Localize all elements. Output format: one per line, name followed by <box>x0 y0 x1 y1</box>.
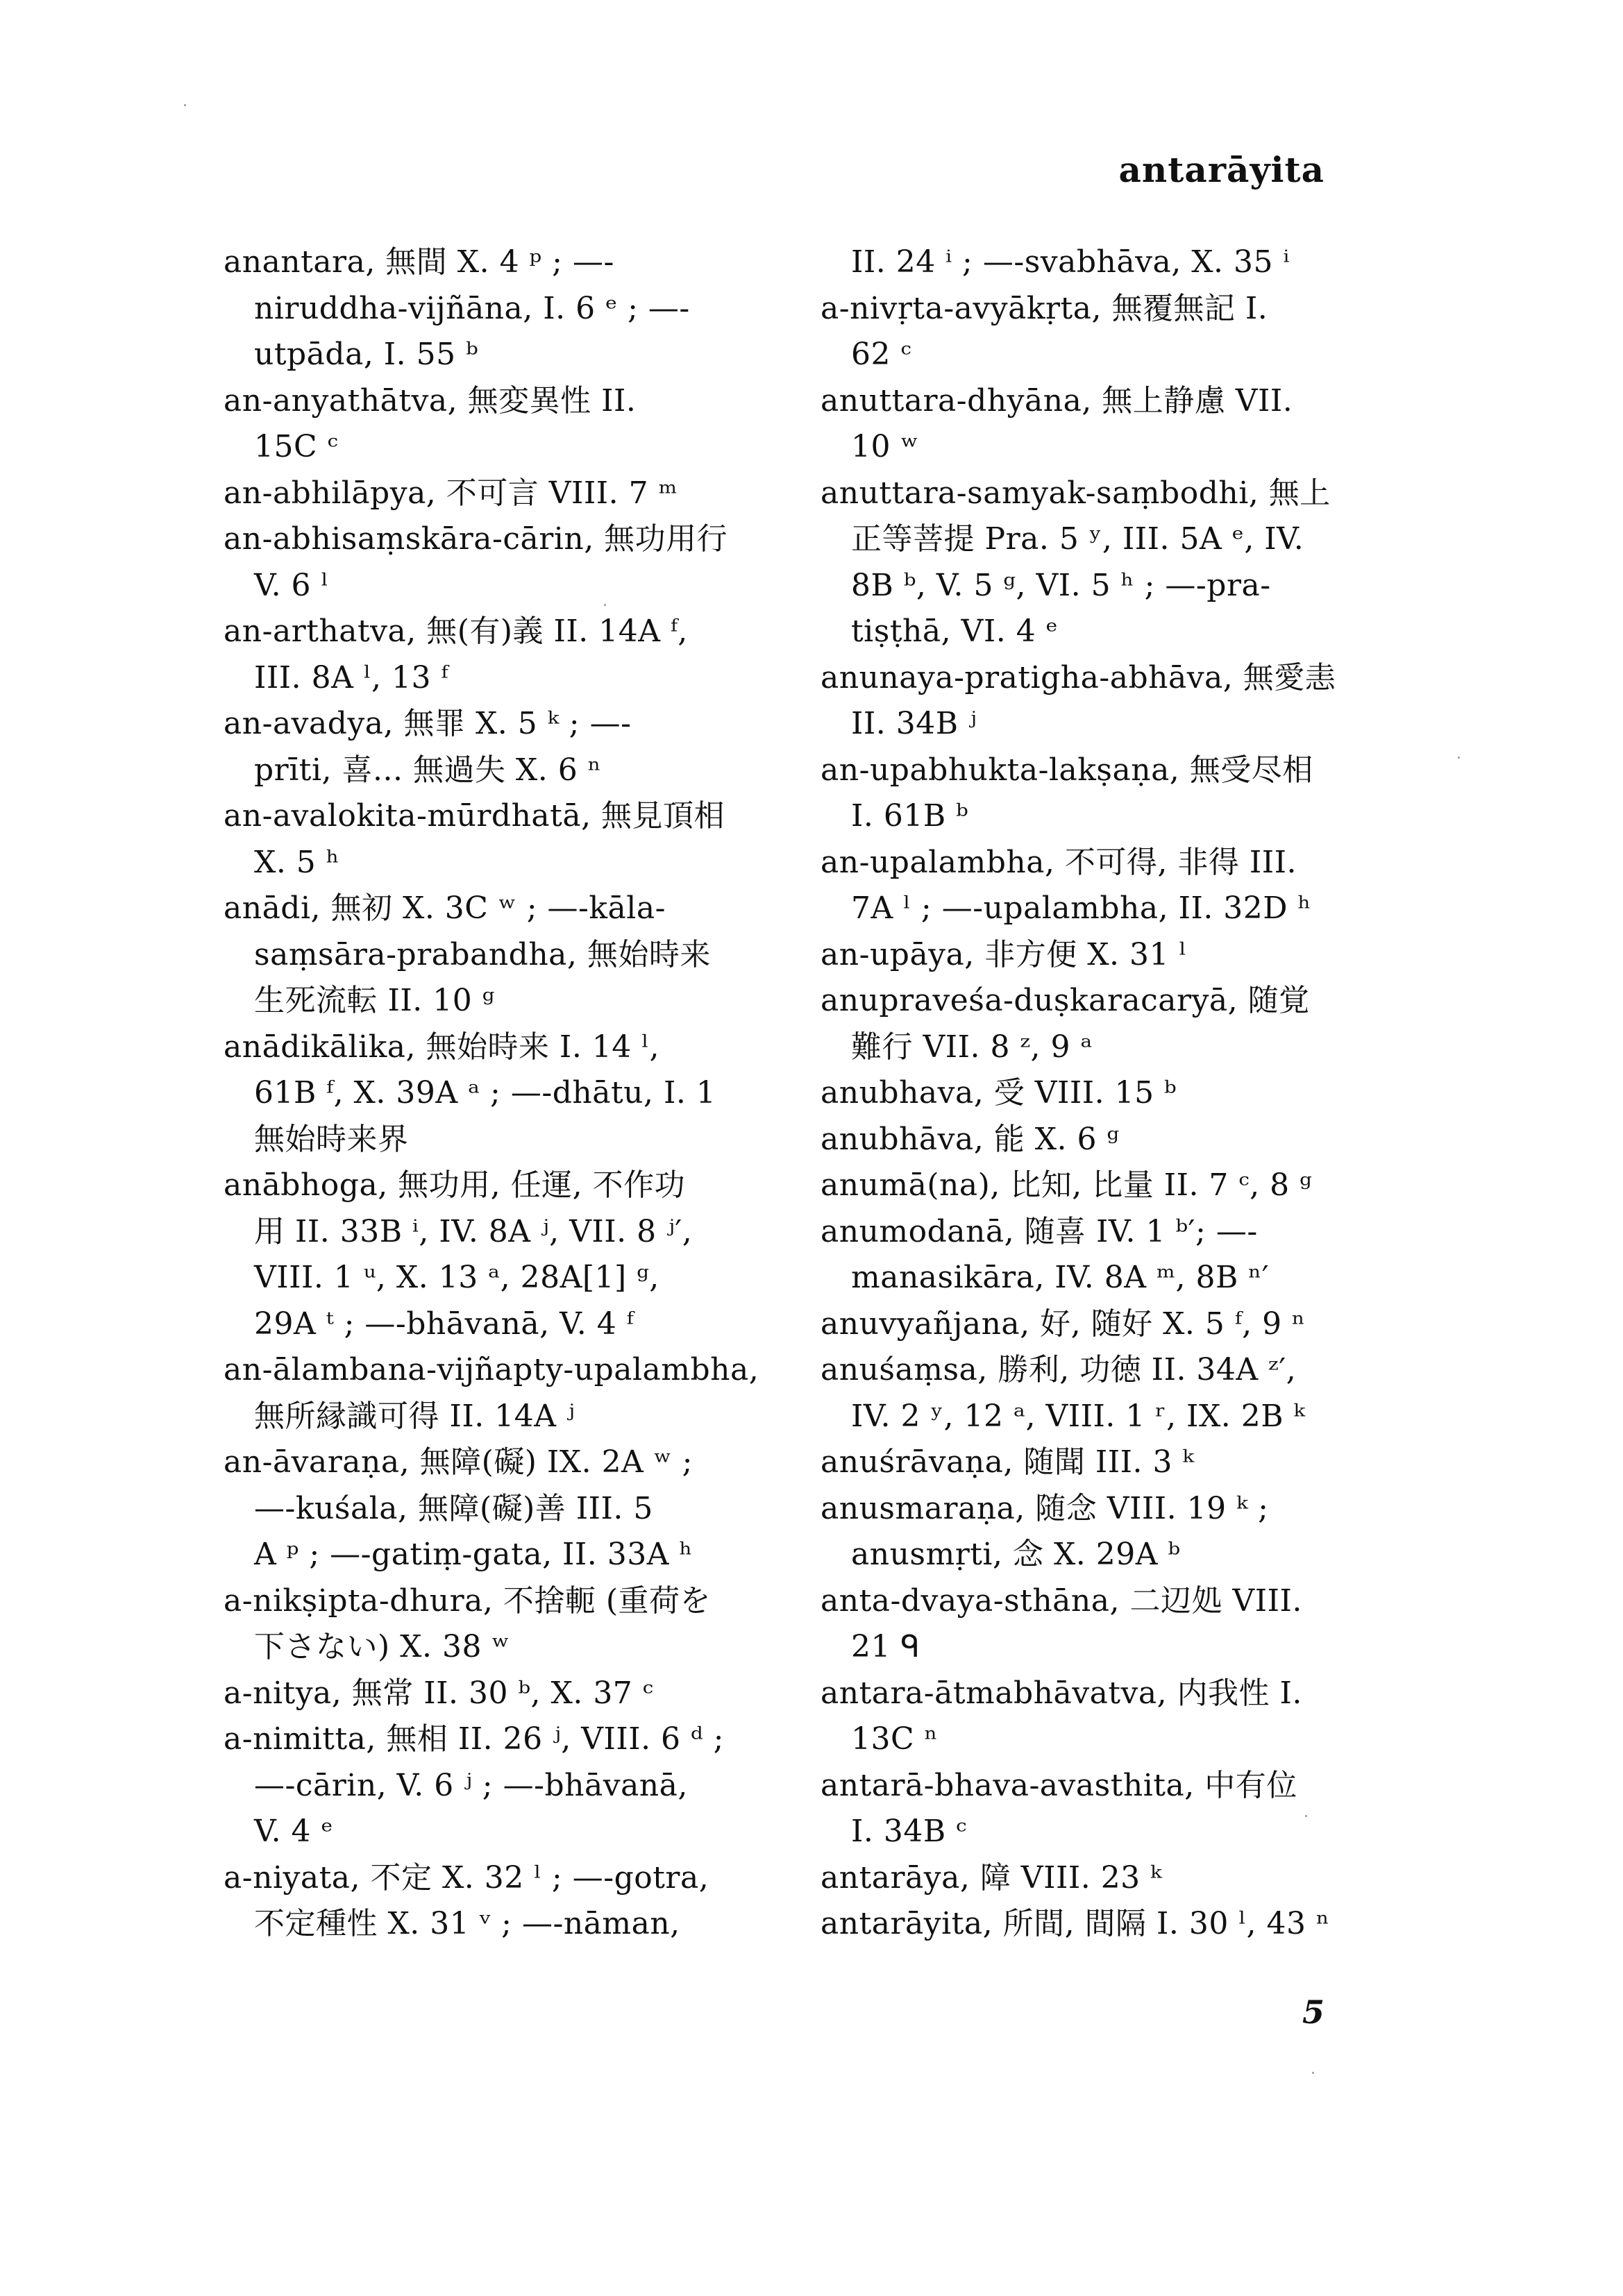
index-line: 不定種性 X. 31 ᵛ ; —-nāman, <box>254 1906 680 1941</box>
index-line: 61B ᶠ, X. 39A ᵃ ; —-dhātu, I. 1 <box>254 1075 716 1111</box>
index-line: VIII. 1 ᵘ, X. 13 ᵃ, 28A[1] ᵍ, <box>254 1260 659 1295</box>
index-line: an-anyathātva, 無変異性 II. <box>224 382 637 419</box>
index-line: 生死流転 II. 10 ᵍ <box>254 983 495 1018</box>
index-line: antarā-bhava-avasthita, 中有位 <box>821 1767 1297 1803</box>
right-column <box>821 239 1376 1948</box>
index-line: 難行 VII. 8 ᶻ, 9 ᵃ <box>851 1029 1093 1065</box>
index-line: an-abhilāpya, 不可言 VIII. 7 ᵐ <box>224 475 678 511</box>
index-line: I. 34B ᶜ <box>851 1814 967 1849</box>
index-line: anunaya-pratigha-abhāva, 無愛恚 <box>821 659 1336 695</box>
index-line: anuvyañjana, 好, 随好 X. 5 ᶠ, 9 ⁿ <box>821 1306 1306 1342</box>
index-line: antara-ātmabhāvatva, 内我性 I. <box>821 1675 1302 1711</box>
index-line: an-avalokita-mūrdhatā, 無見頂相 <box>224 798 725 834</box>
index-line: a-nikṣipta-dhura, 不捨軛 (重荷を <box>224 1582 712 1619</box>
running-head: antarāyita <box>1118 149 1325 190</box>
index-line: anuśrāvaṇa, 随聞 III. 3 ᵏ <box>821 1444 1195 1480</box>
index-line: 無始時来界 <box>254 1121 409 1157</box>
scan-speck <box>1458 757 1460 759</box>
scan-speck <box>604 604 606 606</box>
index-line: tiṣṭhā, VI. 4 ᵉ <box>851 614 1059 649</box>
index-line: antarāyita, 所間, 間隔 I. 30 ˡ, 43 ⁿ <box>821 1906 1330 1941</box>
index-line: 下さない) X. 38 ʷ <box>254 1629 510 1664</box>
index-line: V. 4 ᵉ <box>254 1814 334 1849</box>
index-line: —-kuśala, 無障(礙)善 III. 5 <box>254 1490 653 1526</box>
index-line: anubhava, 受 VIII. 15 ᵇ <box>821 1075 1177 1111</box>
index-line: anādikālika, 無始時来 I. 14 ˡ, <box>224 1029 659 1065</box>
index-line: 正等菩提 Pra. 5 ʸ, III. 5A ᵉ, IV. <box>851 521 1304 557</box>
scan-speck <box>184 104 186 106</box>
index-line: manasikāra, IV. 8A ᵐ, 8B ⁿ′ <box>851 1260 1270 1295</box>
index-line: prīti, 喜... 無過失 X. 6 ⁿ <box>254 752 602 788</box>
index-line: 無所縁識可得 II. 14A ʲ <box>254 1398 575 1434</box>
index-line: anupraveśa-duṣkaracaryā, 随覚 <box>821 983 1310 1018</box>
index-line: 8B ᵇ, V. 5 ᵍ, VI. 5 ʰ ; —-pra- <box>851 567 1271 603</box>
index-line: anuttara-samyak-saṃbodhi, 無上 <box>821 475 1331 511</box>
index-line: an-arthatva, 無(有)義 II. 14A ᶠ, <box>224 614 688 649</box>
index-line: utpāda, I. 55 ᵇ <box>254 337 479 372</box>
index-line: anādi, 無初 X. 3C ʷ ; —-kāla- <box>224 890 666 926</box>
index-line: an-abhisaṃskāra-cārin, 無功用行 <box>224 521 728 557</box>
index-line: anusmṛti, 念 X. 29A ᵇ <box>851 1537 1181 1572</box>
index-line: I. 61B ᵇ <box>851 798 969 834</box>
index-line: anubhāva, 能 X. 6 ᵍ <box>821 1121 1120 1157</box>
index-line: 13C ⁿ <box>851 1721 939 1757</box>
left-column <box>224 239 772 1948</box>
index-line: anumā(na), 比知, 比量 II. 7 ᶜ, 8 ᵍ <box>821 1167 1313 1203</box>
index-line: anusmaraṇa, 随念 VIII. 19 ᵏ ; <box>821 1490 1269 1526</box>
index-line: 7A ˡ ; —-upalambha, II. 32D ʰ <box>851 890 1312 926</box>
index-line: an-upalambha, 不可得, 非得 III. <box>821 844 1297 880</box>
index-line: an-upāya, 非方便 X. 31 ˡ <box>821 936 1187 972</box>
index-line: II. 34B ʲ <box>851 706 977 741</box>
index-line: IV. 2 ʸ, 12 ᵃ, VIII. 1 ʳ, IX. 2B ᵏ <box>851 1398 1306 1434</box>
scan-speck <box>1312 2072 1314 2074</box>
index-line: a-niyata, 不定 X. 32 ˡ ; —-gotra, <box>224 1859 709 1896</box>
index-line: anuśaṃsa, 勝利, 功徳 II. 34A ᶻ′, <box>821 1352 1297 1387</box>
index-line: X. 5 ʰ <box>254 844 340 880</box>
page-number: 5 <box>1302 1993 1325 2031</box>
index-line: A ᵖ ; —-gatiṃ-gata, II. 33A ʰ <box>254 1537 693 1572</box>
index-line: III. 8A ˡ, 13 ᶠ <box>254 659 448 695</box>
index-line: V. 6 ˡ <box>254 567 329 603</box>
index-line: 15C ᶜ <box>254 429 339 464</box>
index-line: 10 ʷ <box>851 429 919 464</box>
index-line: an-avadya, 無罪 X. 5 ᵏ ; —- <box>224 706 632 741</box>
index-line: an-upabhukta-lakṣaṇa, 無受尽相 <box>821 752 1313 788</box>
index-line: anumodanā, 随喜 IV. 1 ᵇ′; —- <box>821 1213 1258 1249</box>
index-line: a-nimitta, 無相 II. 26 ʲ, VIII. 6 ᵈ ; <box>224 1721 724 1757</box>
index-line: anuttara-dhyāna, 無上静慮 VII. <box>821 382 1293 419</box>
index-line: 21 ᑫ <box>851 1629 920 1664</box>
index-line: 29A ᵗ ; —-bhāvanā, V. 4 ᶠ <box>254 1306 634 1342</box>
index-line: a-nivṛta-avyākṛta, 無覆無記 I. <box>821 290 1268 326</box>
index-line: an-āvaraṇa, 無障(礙) IX. 2A ʷ ; <box>224 1444 693 1480</box>
index-line: saṃsāra-prabandha, 無始時来 <box>254 936 711 972</box>
index-line: II. 24 ⁱ ; —-svabhāva, X. 35 ⁱ <box>851 244 1290 280</box>
index-line: anantara, 無間 X. 4 ᵖ ; —- <box>224 244 614 280</box>
scan-speck <box>1305 1815 1307 1817</box>
index-line: a-nitya, 無常 II. 30 ᵇ, X. 37 ᶜ <box>224 1675 654 1711</box>
index-line: anta-dvaya-sthāna, 二辺処 VIII. <box>821 1582 1302 1619</box>
index-line: 用 II. 33B ⁱ, IV. 8A ʲ, VII. 8 ʲ′, <box>254 1213 693 1249</box>
index-line: an-ālambana-vijñapty-upalambha, <box>224 1352 759 1387</box>
index-line: 62 ᶜ <box>851 337 912 372</box>
index-line: antarāya, 障 VIII. 23 ᵏ <box>821 1859 1162 1896</box>
index-line: —-cārin, V. 6 ʲ ; —-bhāvanā, <box>254 1767 688 1803</box>
index-line: anābhoga, 無功用, 任運, 不作功 <box>224 1167 686 1203</box>
index-line: niruddha-vijñāna, I. 6 ᵉ ; —- <box>254 290 690 326</box>
